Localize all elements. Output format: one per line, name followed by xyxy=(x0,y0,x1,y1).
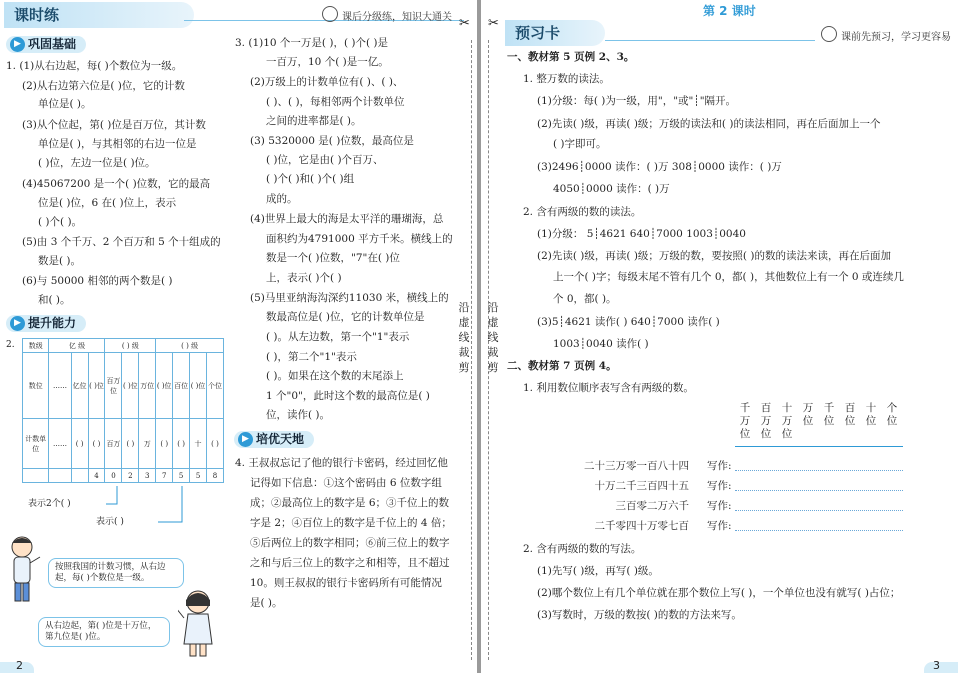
table-cell: ( ) xyxy=(122,419,139,469)
row-label: 计数单位 xyxy=(23,419,49,469)
girl-illustration-icon xyxy=(178,588,220,660)
table-cell: …… xyxy=(49,419,71,469)
q3-line: ( )。从左边数，第一个"1"表示 xyxy=(266,331,410,343)
cut-instruction: 沿 虚 线 裁 剪 xyxy=(487,301,499,374)
write-item: 三百零二万六千 xyxy=(615,500,689,512)
answer-line xyxy=(735,530,903,531)
write-item: 十万二千三百四十五 xyxy=(594,480,689,492)
right-page: 第 2 课时 预习卡 课前先预习，学习更容易 一、教材第 5 页例 2、3。 1. 整万数的读法。 (1)分级：每( )为一级，用"，"或"┊"隔开。 (2)先读( )级，再读( )级；万级的读法和( )的读法相同，再在后面加上一个 ( )字即可。 (3)2496┊0000 读作：( )万 308┊0000 读作：( )万 4050┊0000 读作：( )万 2. 含有两级的数的读法。 (1)分级： 5┊4621 640┊7000 1003┊0040 (2)先读( )级，再读( )级；万级的数，要按照( )的数的读法来读，再在后面加 上一个( )字；每级末尾不管有几个 0，都( )，其他数位上有一个 0 或连续几 个 0，都( )。 (3)5┊4621 读作( ) 640┊7000 读作( ) 1003┊0040 读作( ) 二、教材第 7 页例 4。 1. 利用数位顺序表写含有两级的数。 千 万 位 百 万 位 十 万 位 万 位 千 位 百 位 十 位 个 位 二十三万零一百八十四 写作: 十万二千三百四十五 写作: 三百零二万六千 写作: 二千零四十万零七百 写作: 2. 含有两级的数的写法。 (1)先写( )级，再写( )级。 (2)哪个数位上有几个单位就在那个数位上写( )，一个单位也没有就写( )占位； (3)写数时，万级的数按( )的数的方法来写。 3 xyxy=(481,0,958,673)
place-value-table xyxy=(22,338,224,483)
table-cell: ( )位 xyxy=(88,353,105,419)
hint-bubble: 从右边起，第( )位是十万位，第九位是( )位。 xyxy=(38,617,170,647)
a2-heading: 2. 含有两级的数的读法。 xyxy=(523,206,642,218)
left-tagline: 课后分级练，知识大通关 xyxy=(342,12,452,23)
q1-line: 1. (1)从右边起，每( )个数位为一级。 xyxy=(6,60,183,72)
a1-heading: 1. 整万数的读法。 xyxy=(523,73,610,85)
cut-instruction: 沿 虚 线 裁 剪 xyxy=(458,301,470,374)
q1-line: 单位是( )，与其相邻的右边一位是 xyxy=(38,138,197,150)
b2-heading: 2. 含有两级的数的写法。 xyxy=(523,543,642,555)
q3-line: ( )。如果在这个数的末尾添上 xyxy=(266,370,404,382)
q3-line: (4)世界上最大的海是太平洋的珊瑚海，总 xyxy=(250,213,444,225)
right-banner xyxy=(505,20,605,46)
q1-line: (6)与 50000 相邻的两个数是( ) xyxy=(22,275,173,287)
q4-line: 之和与后三位上的数字之和相等，且不超过 xyxy=(250,557,450,569)
a1-line: (3)2496┊0000 读作：( )万 308┊0000 读作：( )万 xyxy=(537,161,782,173)
left-banner xyxy=(4,2,194,28)
section-basic-label: 巩固基础 xyxy=(28,37,77,51)
table-cell: 百万位 xyxy=(105,353,122,419)
write-label: 写作: xyxy=(707,500,732,512)
q1-line: 单位是( )。 xyxy=(38,98,92,110)
table-cell: 十 xyxy=(190,419,207,469)
a2-line: 个 0，都( )。 xyxy=(553,293,617,305)
q4-line: 记得如下信息：①这个密码由 6 位数字组 xyxy=(250,477,442,489)
q3-line: ( )个( )和( )个( )组 xyxy=(266,173,355,185)
a1-line: 4050┊0000 读作：( )万 xyxy=(553,183,670,195)
q2-label: 2. xyxy=(6,340,15,350)
digit-cell: 7 xyxy=(156,469,173,483)
b2-line: (1)先写( )级，再写( )级。 xyxy=(537,565,659,577)
hint-bubble: 按照我国的计数习惯，从右边起，每( )个数位是一级。 xyxy=(48,558,184,588)
a2-line: (2)先读( )级，再读( )级；万级的数，要按照( )的数的读法来读，再在后面加 xyxy=(537,250,891,262)
table-header: 亿 级 xyxy=(49,339,105,353)
lesson-practice-title: 课时练 xyxy=(14,6,60,24)
a1-line: (1)分级：每( )为一级，用"，"或"┊"隔开。 xyxy=(537,95,737,107)
q3-line: 成的。 xyxy=(266,193,298,205)
right-tagline: 课前先预习，学习更容易 xyxy=(841,32,951,43)
digit-cell: 5 xyxy=(190,469,207,483)
q3-line: 之间的进率都是( )。 xyxy=(266,115,362,127)
scissors-icon: ✂ xyxy=(459,16,470,31)
section-advanced xyxy=(234,431,314,448)
digit-cell: 3 xyxy=(139,469,156,483)
section-improve-label: 提升能力 xyxy=(28,316,77,330)
table-header: ( ) 级 xyxy=(156,339,224,353)
q1-line: 和( )。 xyxy=(38,294,71,306)
digit-cell: 0 xyxy=(105,469,122,483)
table-cell: 百万 xyxy=(105,419,122,469)
table-cell: 个位 xyxy=(207,353,224,419)
play-icon: ▶ xyxy=(10,37,25,52)
digit-cell: 2 xyxy=(122,469,139,483)
table-cell: ( ) xyxy=(88,419,105,469)
left-page xyxy=(0,0,477,673)
table-cell: ( ) xyxy=(173,419,190,469)
q3-line: 数是一个( )位数，"7"在( )位 xyxy=(266,252,400,264)
q3-line: 面积约为4791000 平方千米。横线上的 xyxy=(266,233,453,245)
write-label: 写作: xyxy=(707,460,732,472)
digit-cell: 5 xyxy=(173,469,190,483)
a2-line: 1003┊0040 读作( ) xyxy=(553,338,649,350)
q1-line: 位是( )位，6 在( )位上，表示 xyxy=(38,197,177,209)
b2-line: (2)哪个数位上有几个单位就在那个数位上写( )，一个单位也没有就写( )占位； xyxy=(537,587,901,599)
table-header: 数级 xyxy=(23,339,49,353)
q1-line: (2)从右边第六位是( )位，它的计数 xyxy=(22,80,185,92)
a1-line: (2)先读( )级，再读( )级；万级的读法和( )的读法相同，再在后面加上一个 xyxy=(537,118,881,130)
b1-heading: 1. 利用数位顺序表写含有两级的数。 xyxy=(523,382,694,394)
a2-line: (3)5┊4621 读作( ) 640┊7000 读作( ) xyxy=(537,316,720,328)
q1-line: ( )个( )。 xyxy=(38,216,83,228)
q1-line: (3)从个位起，第( )位是百万位，其计数 xyxy=(22,119,206,131)
q3-line: 数最高位是( )位，它的计数单位是 xyxy=(266,311,425,323)
table-cell: ( )位 xyxy=(190,353,207,419)
q1-line: (5)由 3 个千万、2 个百万和 5 个十组成的 xyxy=(22,236,221,248)
page-tab xyxy=(924,662,958,673)
digit-cell: 4 xyxy=(88,469,105,483)
scissors-icon: ✂ xyxy=(488,16,499,31)
table-cell: ( ) xyxy=(71,419,88,469)
table-cell: ( ) xyxy=(156,419,173,469)
play-icon: ▶ xyxy=(238,432,253,447)
answer-line xyxy=(735,470,903,471)
arrow-caption: 表示2个( ) xyxy=(28,499,71,509)
q1-line: (4)45067200 是一个( )位数，它的最高 xyxy=(22,178,211,190)
section-advanced-label: 培优天地 xyxy=(256,432,305,446)
clock-icon xyxy=(322,6,338,22)
table-cell: 百位 xyxy=(173,353,190,419)
a2-line: 上一个( )字；每级末尾不管有几个 0，都( )，其他数位上有一个 0 或连续几 xyxy=(553,271,904,283)
table-cell: 万 xyxy=(139,419,156,469)
q4-line: ⑤后两位上的数字相同；⑥前三位上的数字 xyxy=(250,537,450,549)
answer-line xyxy=(735,490,903,491)
q3-line: ( )位，它是由( )个百万、 xyxy=(266,154,384,166)
q1-line: 数是( )。 xyxy=(38,255,82,267)
table-cell: 万位 xyxy=(139,353,156,419)
arrow-caption: 表示( ) xyxy=(96,517,124,527)
play-icon: ▶ xyxy=(10,316,25,331)
q3-line: (2)万级上的计数单位有( )、( )、 xyxy=(250,76,404,88)
q4-line: 字是 2；④百位上的数字是千位上的 4 倍； xyxy=(250,517,452,529)
q3-line: 3. (1)10 个一万是( )，( )个( )是 xyxy=(235,37,389,49)
cut-line xyxy=(471,40,473,660)
q3-line: 1 个"0"，此时这个数的最高位是( ) xyxy=(266,390,430,402)
write-item: 二千零四十万零七百 xyxy=(594,520,689,532)
write-item: 二十三万零一百八十四 xyxy=(584,460,689,472)
header-rule xyxy=(735,446,903,447)
boy-illustration-icon xyxy=(6,535,46,610)
q4-line: 4. 王叔叔忘记了他的银行卡密码，经过回忆他 xyxy=(235,457,448,469)
write-label: 写作: xyxy=(707,480,732,492)
row-label: 数位 xyxy=(23,353,49,419)
page-number: 2 xyxy=(16,659,23,672)
section-a: 一、教材第 5 页例 2、3。 xyxy=(507,51,635,63)
section-basic xyxy=(6,36,86,53)
a2-line: (1)分级： 5┊4621 640┊7000 1003┊0040 xyxy=(537,228,746,240)
q3-line: 一百万，10 个( )是一亿。 xyxy=(266,56,389,68)
q3-line: 位，读作( )。 xyxy=(266,409,331,421)
table-cell: ( ) xyxy=(207,419,224,469)
banner-rule xyxy=(605,40,815,41)
clock-icon xyxy=(821,26,837,42)
b2-line: (3)写数时，万级的数按( )的数的方法来写。 xyxy=(537,609,742,621)
section-b: 二、教材第 7 页例 4。 xyxy=(507,360,617,372)
q1-line: ( )位，左边一位是( )位。 xyxy=(38,157,156,169)
digit-cell: 8 xyxy=(207,469,224,483)
write-label: 写作: xyxy=(707,520,732,532)
answer-line xyxy=(735,510,903,511)
section-improve xyxy=(6,315,86,332)
table-cell: …… xyxy=(49,353,71,419)
q4-line: 成；②最高位上的数字是 6；③千位上的数 xyxy=(250,497,450,509)
preview-card-title: 预习卡 xyxy=(515,24,561,42)
table-cell: ( )位 xyxy=(156,353,173,419)
q3-line: 上，表示( )个( ) xyxy=(266,272,342,284)
q3-line: (5)马里亚纳海沟深约11030 米，横线上的 xyxy=(250,292,449,304)
q4-line: 是( )。 xyxy=(250,597,283,609)
q4-line: 10。则王叔叔的银行卡密码所有可能情况 xyxy=(250,577,442,589)
table-header: ( ) 级 xyxy=(105,339,156,353)
lesson-number: 第 2 课时 xyxy=(703,4,756,18)
table-cell: ( )位 xyxy=(122,353,139,419)
q3-line: ( )，第二个"1"表示 xyxy=(266,351,357,363)
a1-line: ( )字即可。 xyxy=(553,138,607,150)
q3-line: ( )、( )，每相邻两个计数单位 xyxy=(266,96,405,108)
table-cell: 亿位 xyxy=(71,353,88,419)
page-number: 3 xyxy=(933,659,940,672)
q3-line: (3) 5320000 是( )位数，最高位是 xyxy=(250,135,414,147)
